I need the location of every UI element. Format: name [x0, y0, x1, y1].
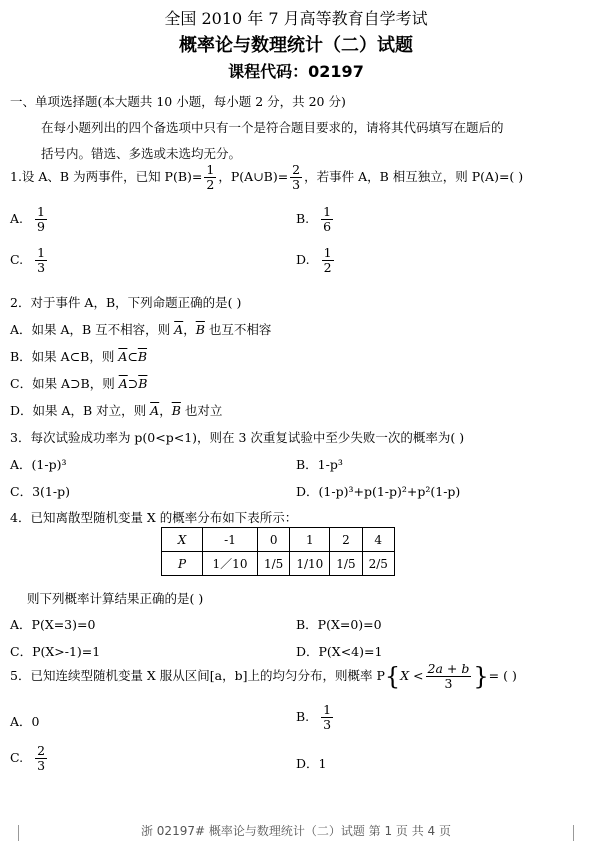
- table-cell: 1／10: [203, 552, 258, 576]
- q5-fraction: [426, 662, 472, 691]
- question-1-stem: [10, 163, 523, 192]
- q2-d-text: D．如果 A，B 对立，则: [10, 403, 151, 418]
- q2-d-text-post: 也对立: [180, 403, 223, 418]
- q4-option-b: B．P(X=0)=0: [296, 617, 382, 632]
- q1-d-num: 1: [323, 245, 332, 260]
- table-cell: 4: [362, 528, 394, 552]
- q5-right-brace: }: [473, 662, 489, 691]
- q2-c-abar: $\overline{A}$: [118, 376, 128, 391]
- q2-b-bbar: $\overline{B}$: [137, 349, 148, 364]
- q2-b-subset: ⊂: [127, 349, 138, 364]
- q1-a-den: 9: [37, 219, 45, 234]
- q5-fraction-den: 3: [444, 676, 453, 691]
- q1-option-c: [10, 246, 49, 275]
- q1-option-a-fraction: [35, 205, 47, 234]
- q1-option-b: [296, 205, 335, 234]
- q1-option-b-fraction: [321, 205, 333, 234]
- q2-a-text: A．如果 A，B 互不相容，则: [10, 322, 175, 337]
- table-cell: -1: [203, 528, 258, 552]
- q1-text-mid: ，P(A∪B)=: [218, 169, 289, 184]
- q4-option-a: A．P(X=3)=0: [10, 617, 96, 632]
- table-cell: 1/10: [290, 552, 330, 576]
- q1-option-a-label: A.: [10, 211, 24, 226]
- q5-option-b: [296, 703, 335, 732]
- q5-c-den: 3: [37, 758, 46, 773]
- q1-option-d-fraction: [322, 246, 334, 275]
- q2-option-c: [10, 374, 147, 392]
- q1-b-num: 1: [323, 204, 332, 219]
- q2-option-b: [10, 347, 147, 365]
- q1-text-pre: 1.设 A、B 为两事件，已知 P(B)=: [10, 169, 203, 184]
- table-cell: 1: [290, 528, 330, 552]
- q3-option-b: B．1-p³: [296, 457, 343, 472]
- q1-fraction-2-den: 3: [292, 177, 301, 192]
- q3-option-d: D．(1-p)³+p(1-p)²+p²(1-p): [296, 484, 461, 499]
- table-cell: X: [162, 528, 203, 552]
- q2-a-abar: $\overline{A}$: [174, 322, 184, 337]
- exam-header-line1: 全国 2010 年 7 月高等教育自学考试: [164, 9, 428, 28]
- q4-subquestion: 则下列概率计算结果正确的是( ): [27, 591, 204, 606]
- q5-fraction-num: 2a + b: [427, 661, 470, 676]
- q4-option-d: D．P(X<4)=1: [296, 644, 383, 659]
- q2-a-bbar: $\overline{B}$: [195, 322, 205, 337]
- q1-option-d: [296, 246, 336, 275]
- table-cell: 0: [258, 528, 290, 552]
- q1-fraction-2-num: 2: [292, 162, 301, 177]
- q5-left-brace: {: [384, 662, 401, 691]
- q1-option-c-label: C.: [10, 252, 24, 267]
- q5-b-den: 3: [323, 717, 332, 732]
- q1-option-c-fraction: [35, 246, 47, 275]
- q5-option-c-fraction: [35, 744, 47, 773]
- question-5-stem: [10, 662, 517, 691]
- q1-text-post: ，若事件 A，B 相互独立，则 P(A)=( ): [304, 169, 524, 184]
- q2-c-text: C．如果 A⊃B，则: [10, 376, 119, 391]
- q3-option-c: C．3(1-p): [10, 484, 70, 499]
- q2-c-supset: ⊃: [127, 376, 139, 391]
- q1-option-b-label: B.: [296, 211, 310, 226]
- q2-a-text-post: 也互不相容: [204, 322, 272, 337]
- q1-option-a: [10, 205, 49, 234]
- table-cell: P: [162, 552, 203, 576]
- page-footer: 浙 02197# 概率论与数理统计（二）试题 第 1 页 共 4 页: [140, 824, 451, 838]
- table-cell: 2: [330, 528, 362, 552]
- q5-option-d: D．1: [296, 756, 327, 771]
- q1-fraction-1-den: 2: [206, 177, 215, 192]
- exam-title: 概率论与数理统计（二）试题: [179, 35, 413, 56]
- q1-a-num: 1: [37, 204, 45, 219]
- q3-option-a: A．(1-p)³: [10, 457, 67, 472]
- q2-c-bbar: $\overline{B}$: [138, 376, 148, 391]
- table-row: [162, 552, 395, 576]
- question-4-stem: 4．已知离散型随机变量 X 的概率分布如下表所示：: [10, 510, 298, 525]
- q5-text-pre: 5．已知连续型随机变量 X 服从区间[a，b]上的均匀分布，则概率 P: [10, 668, 385, 683]
- section-instruction-1: 在每小题列出的四个备选项中只有一个是符合题目要求的，请将其代码填写在题后的: [41, 120, 504, 135]
- q4-option-c: C．P(X>-1)=1: [10, 644, 101, 659]
- q2-option-d: [10, 401, 222, 419]
- q5-option-c-label: C.: [10, 750, 24, 765]
- q2-a-comma: ，: [183, 322, 196, 337]
- q2-b-text: B．如果 A⊂B，则: [10, 349, 119, 364]
- q5-text-post: = ( ): [488, 668, 517, 683]
- q5-c-num: 2: [37, 743, 46, 758]
- q1-option-d-label: D.: [296, 252, 310, 267]
- q5-option-b-fraction: [321, 703, 333, 732]
- q5-inner: X <: [400, 668, 424, 683]
- q1-fraction-1: [204, 163, 216, 192]
- q1-fraction-1-num: 1: [206, 162, 215, 177]
- section-instruction-2: 括号内。错选、多选或未选均无分。: [41, 146, 242, 161]
- course-code: 课程代码：02197: [228, 62, 364, 81]
- q5-option-a: A．0: [10, 714, 40, 729]
- probability-distribution-table: [161, 527, 395, 576]
- q5-b-num: 1: [323, 702, 332, 717]
- q5-option-b-label: B.: [296, 709, 310, 724]
- q2-option-a: [10, 320, 271, 338]
- question-2-stem: 2．对于事件 A，B，下列命题正确的是( ): [10, 295, 242, 310]
- table-cell: 1/5: [258, 552, 290, 576]
- table-row: [162, 528, 395, 552]
- section-title: 一、单项选择题(本大题共 10 小题，每小题 2 分，共 20 分): [10, 94, 346, 109]
- q1-b-den: 6: [323, 219, 332, 234]
- q1-d-den: 2: [323, 260, 332, 275]
- q1-c-num: 1: [37, 245, 46, 260]
- q2-d-bbar: $\overline{B}$: [171, 403, 181, 418]
- q2-d-comma: ，: [159, 403, 172, 418]
- q1-fraction-2: [290, 163, 302, 192]
- table-cell: 2/5: [362, 552, 394, 576]
- question-3-stem: 3．每次试验成功率为 p(0<p<1)，则在 3 次重复试验中至少失败一次的概率为( ): [10, 430, 465, 445]
- q2-d-abar: $\overline{A}$: [150, 403, 160, 418]
- q1-c-den: 3: [37, 260, 46, 275]
- q2-b-abar: $\overline{A}$: [118, 349, 128, 364]
- q5-option-c: [10, 744, 49, 773]
- table-cell: 1/5: [330, 552, 362, 576]
